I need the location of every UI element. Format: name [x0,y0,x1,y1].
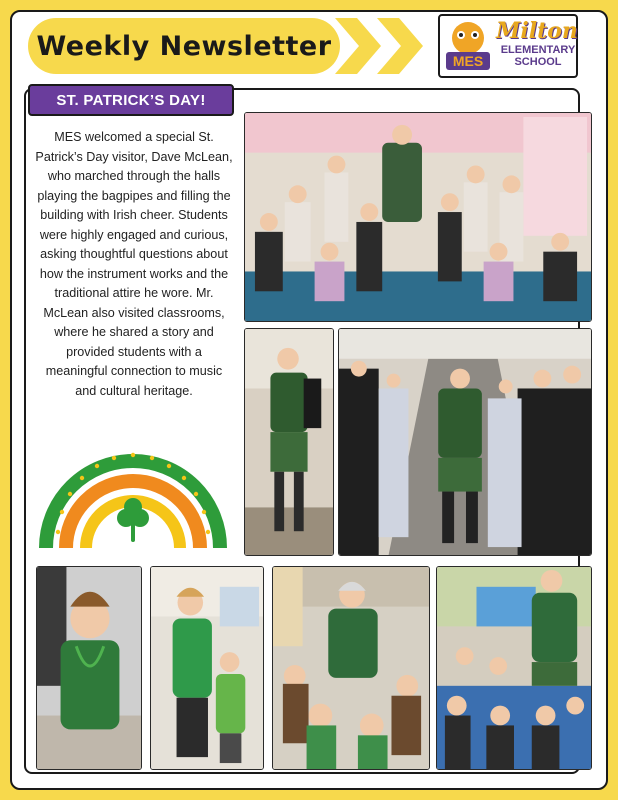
photo-teacher-student [150,566,264,770]
header-banner [28,18,340,74]
page-title: Weekly Newsletter [36,30,332,62]
section-title: ST. PATRICK’S DAY! [56,91,206,109]
school-mascot-icon [444,20,492,72]
school-logo [438,14,578,78]
photo-boy-necklace [36,566,142,770]
photo-hallway-parade [338,328,592,556]
article-body: MES welcomed a special St. Patrick’s Day visitor, Dave McLean, who marched through the halls playing the bagpipes and filling the building with Irish cheer. Students were highly engaged and curious, asking thoughtful questions about how the instrument works and the traditional attire he wore. Mr. McLean also visited classrooms, where he shared a story and provided students with a meaningful connection to music and cultural heritage. [35,130,233,398]
logo-mark-text: MES [452,53,484,69]
shamrock-rainbow-icon [38,428,228,552]
chevron-right-icon [335,18,427,74]
logo-school-name: Milton [496,18,578,44]
logo-school-type: ELEMENTARY SCHOOL [500,44,576,68]
photo-classroom-carpet [272,566,430,770]
photo-classroom-group [244,112,592,322]
photo-storytime [436,566,592,770]
section-header [28,84,234,116]
photo-bagpiper-portrait [244,328,334,556]
